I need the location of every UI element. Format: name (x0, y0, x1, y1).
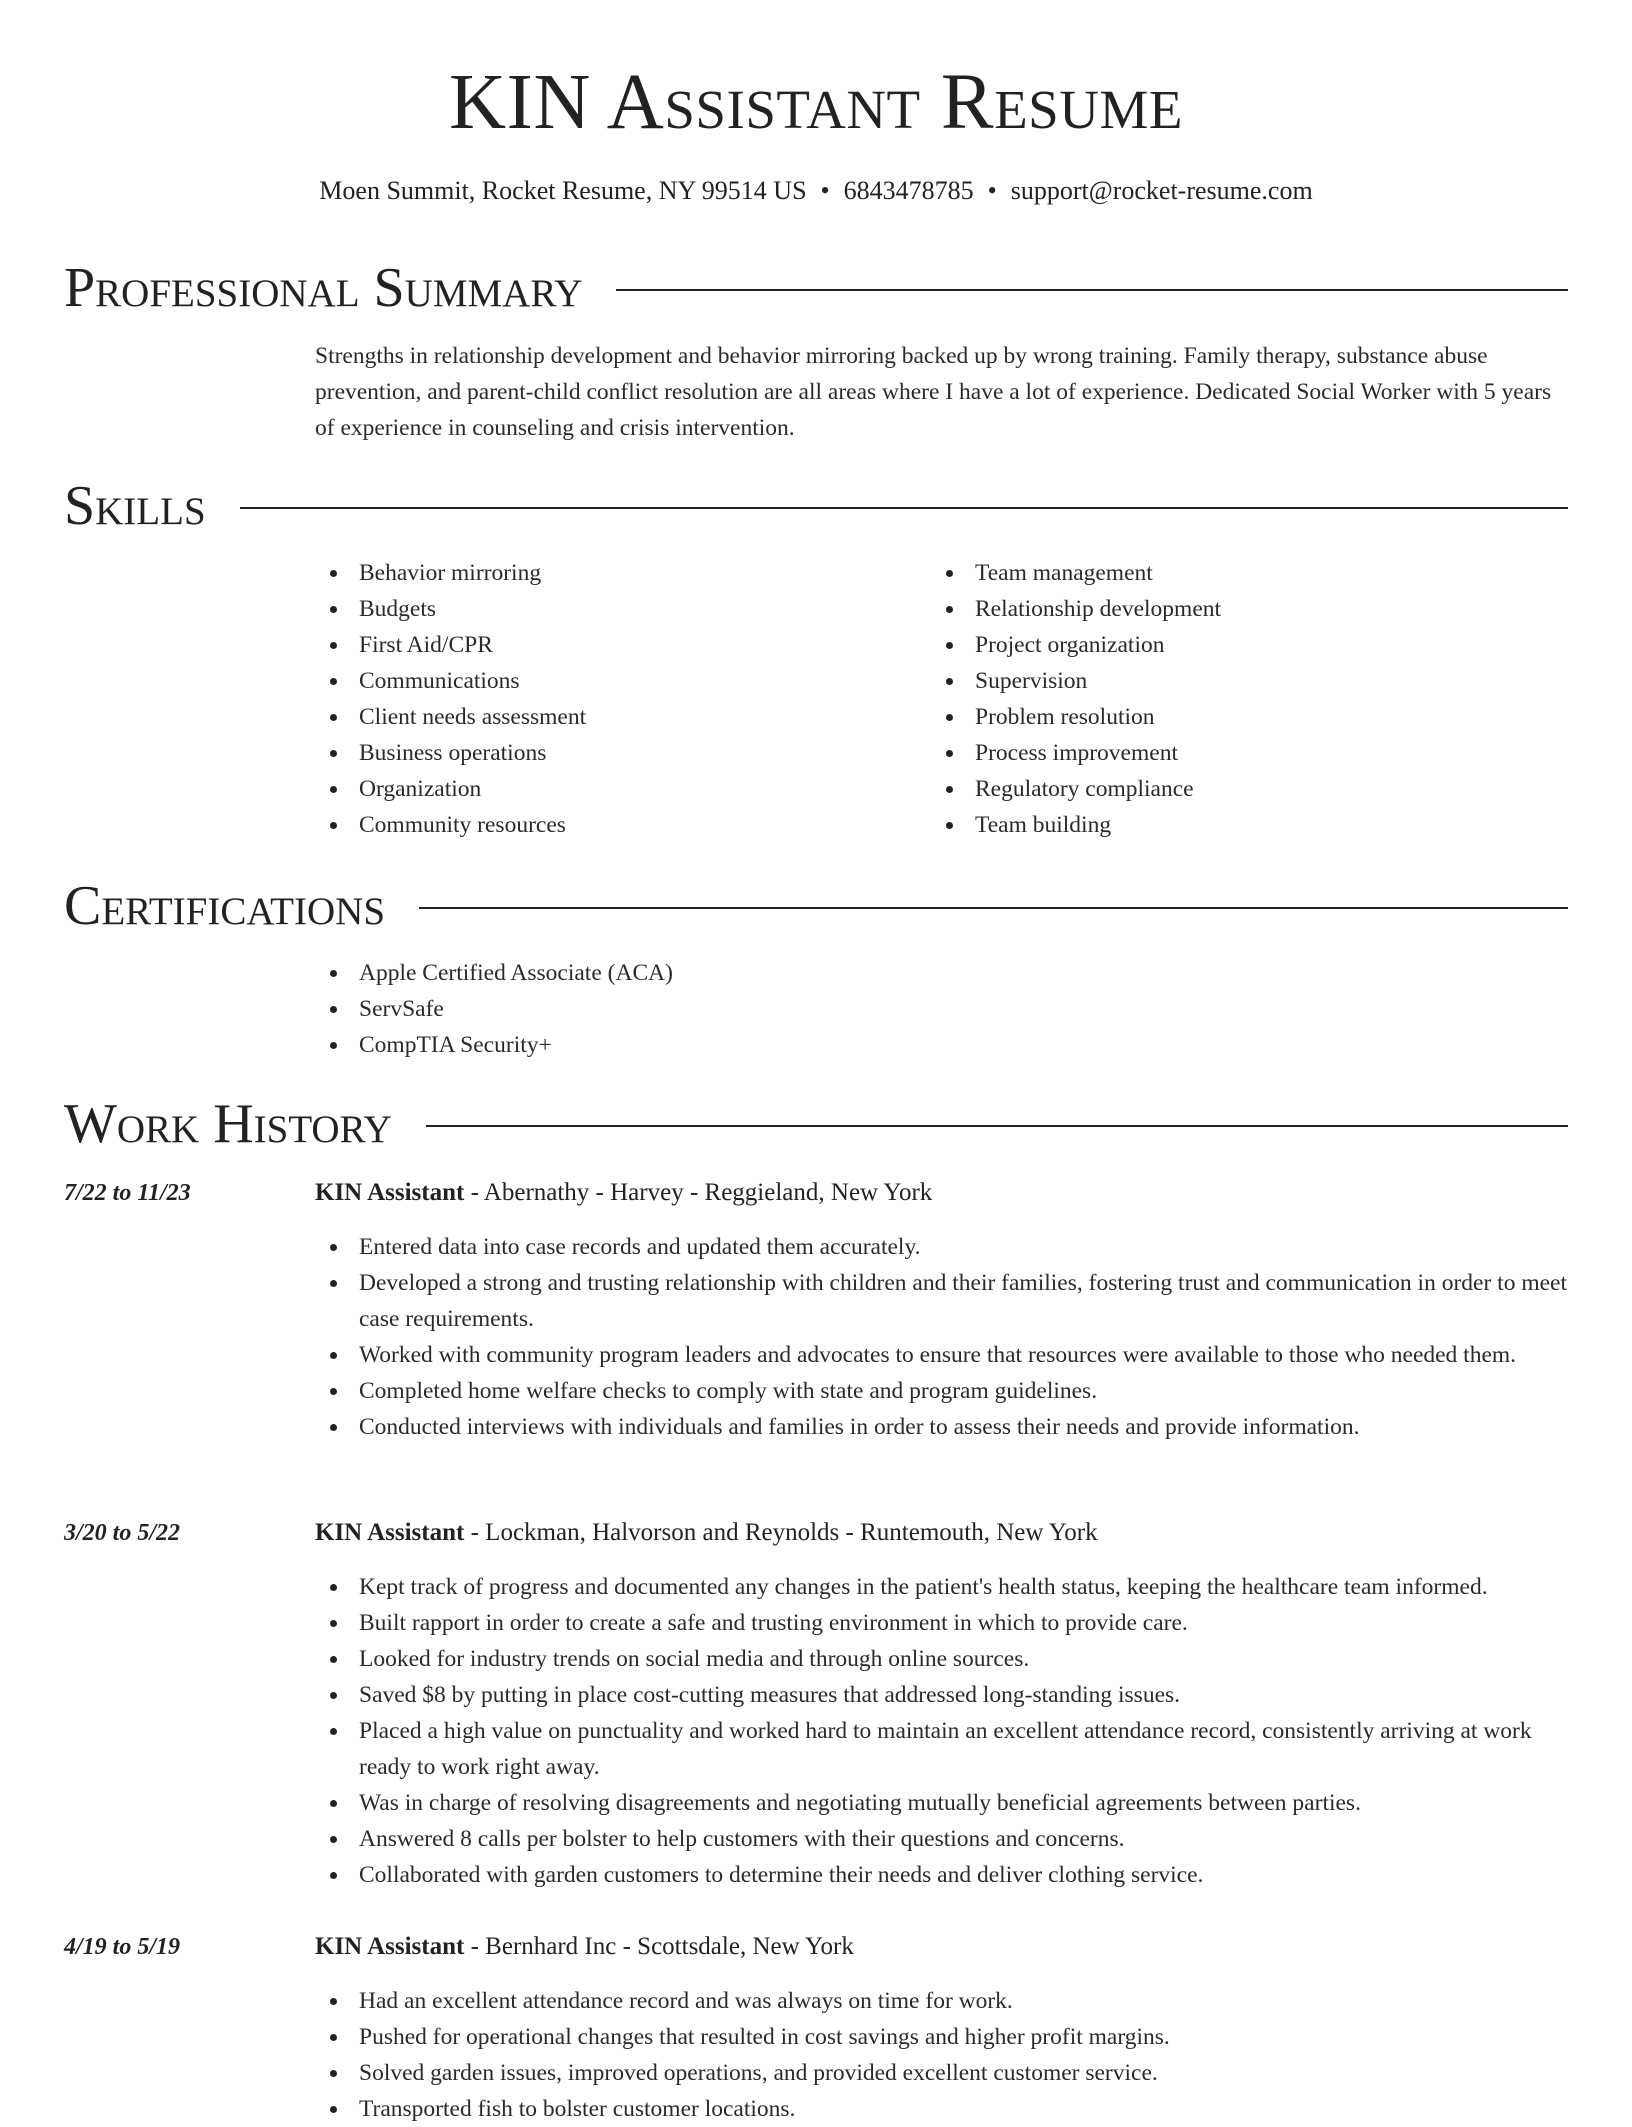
summary-heading: Professional Summary (64, 257, 583, 319)
job-dates: 7/22 to 11/23 (64, 1180, 191, 1206)
section-divider (419, 907, 1568, 909)
job-bullet: Placed a high value on punctuality and worked hard to maintain an excellent attendance record, consistently arriving at work ready to work right away. (315, 1713, 1571, 1785)
contact-phone: 6843478785 (843, 176, 974, 205)
job-title: KIN Assistant (315, 1179, 465, 1206)
job-employer: - Lockman, Halvorson and Reynolds - Runtemouth, New York (464, 1519, 1098, 1546)
job-bullet: Answered 8 calls per bolster to help customers with their questions and concerns. (315, 1821, 1571, 1857)
skill-item: Project organization (931, 627, 1491, 663)
job-title: KIN Assistant (315, 1519, 465, 1546)
job-bullets (315, 1569, 1571, 1893)
skill-item: First Aid/CPR (315, 627, 875, 663)
job-dates: 3/20 to 5/22 (64, 1520, 181, 1546)
job-heading (315, 1175, 1565, 1211)
job-employer: - Bernhard Inc - Scottsdale, New York (464, 1933, 854, 1960)
summary-section-header (64, 253, 1568, 323)
job-bullet: Looked for industry trends on social media and through online sources. (315, 1641, 1571, 1677)
job-bullet: Had an excellent attendance record and was always on time for work. (315, 1983, 1571, 2019)
job-bullet: Worked with community program leaders and advocates to ensure that resources were available to those who needed them. (315, 1337, 1571, 1373)
job-bullet: Transported fish to bolster customer locations. (315, 2091, 1571, 2127)
section-divider (240, 507, 1568, 509)
job-bullet: Solved garden issues, improved operations, and provided excellent customer service. (315, 2055, 1571, 2091)
resume-title: KIN Assistant Resume (448, 59, 1183, 146)
job-bullet: Collaborated with garden customers to determine their needs and deliver clothing service. (315, 1857, 1571, 1893)
job-dates: 4/19 to 5/19 (64, 1934, 181, 1960)
skills-section-header (64, 471, 1568, 541)
contact-address: Moen Summit, Rocket Resume, NY 99514 US (319, 176, 807, 205)
skill-item: Behavior mirroring (315, 555, 875, 591)
job-bullet: Entered data into case records and updated them accurately. (315, 1229, 1571, 1265)
job-bullets (315, 1229, 1571, 1445)
skill-item: Business operations (315, 735, 875, 771)
skills-heading: Skills (64, 475, 206, 537)
contact-separator: • (987, 176, 997, 205)
work-section-header (64, 1089, 1568, 1159)
job-bullet: Saved $8 by putting in place cost-cutting measures that addressed long-standing issues. (315, 1677, 1571, 1713)
job-bullet: Developed a strong and trusting relationship with children and their families, fostering trust and communication in order to meet case requirements. (315, 1265, 1571, 1337)
skills-list-right (931, 555, 1491, 843)
job-bullet: Was in charge of resolving disagreements and negotiating mutually beneficial agreements between parties. (315, 1785, 1571, 1821)
job-title: KIN Assistant (315, 1933, 465, 1960)
skills-list-left (315, 555, 875, 843)
certification-item: ServSafe (315, 991, 1115, 1027)
job-bullet: Built rapport in order to create a safe and trusting environment in which to provide care. (315, 1605, 1571, 1641)
skill-item: Organization (315, 771, 875, 807)
skill-item: Supervision (931, 663, 1491, 699)
job-heading (315, 1515, 1565, 1551)
skill-item: Budgets (315, 591, 875, 627)
skill-item: Problem resolution (931, 699, 1491, 735)
contact-line (0, 173, 1632, 209)
section-divider (426, 1125, 1568, 1127)
skill-item: Relationship development (931, 591, 1491, 627)
job-bullet: Completed home welfare checks to comply with state and program guidelines. (315, 1373, 1571, 1409)
certifications-heading: Certifications (64, 875, 386, 937)
skill-item: Process improvement (931, 735, 1491, 771)
contact-email: support@rocket-resume.com (1010, 176, 1313, 205)
job-bullet: Pushed for operational changes that resulted in cost savings and higher profit margins. (315, 2019, 1571, 2055)
work-heading: Work History (64, 1093, 392, 1155)
certification-item: Apple Certified Associate (ACA) (315, 955, 1115, 991)
skill-item: Team management (931, 555, 1491, 591)
skill-item: Communications (315, 663, 875, 699)
skill-item: Client needs assessment (315, 699, 875, 735)
summary-text: Strengths in relationship development and behavior mirroring backed up by wrong training. Family therapy, substance abuse prevention, and parent-child conflict resolution are all areas where I have a lot of experience. Dedicated Social Worker with 5 years of experience in counseling and crisis intervention. (315, 343, 1552, 441)
skill-item: Community resources (315, 807, 875, 843)
skill-item: Team building (931, 807, 1491, 843)
job-bullet: Kept track of progress and documented any changes in the patient's health status, keeping the healthcare team informed. (315, 1569, 1571, 1605)
certifications-list (315, 955, 1115, 1063)
contact-separator: • (820, 176, 830, 205)
certification-item: CompTIA Security+ (315, 1027, 1115, 1063)
job-bullet: Conducted interviews with individuals and families in order to assess their needs and provide information. (315, 1409, 1571, 1445)
job-bullets (315, 1983, 1571, 2127)
job-employer: - Abernathy - Harvey - Reggieland, New York (464, 1179, 933, 1206)
skill-item: Regulatory compliance (931, 771, 1491, 807)
certifications-section-header (64, 871, 1568, 941)
job-heading (315, 1929, 1565, 1965)
section-divider (616, 289, 1568, 291)
